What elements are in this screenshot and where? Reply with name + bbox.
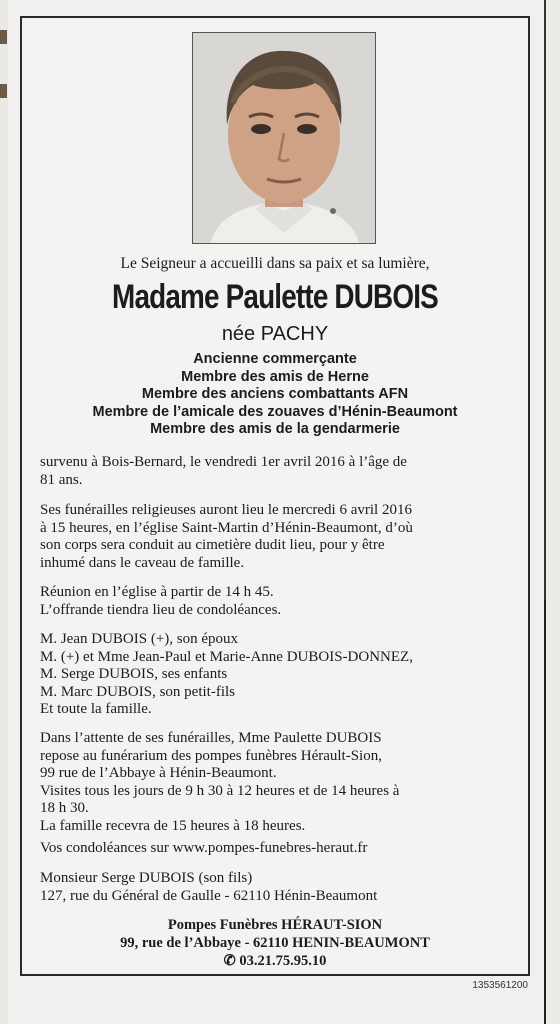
text-line: inhumé dans le caveau de famille.	[40, 554, 245, 571]
page-edge-left	[0, 0, 8, 1024]
affiliation-item: Membre des amis de la gendarmerie	[150, 421, 400, 437]
condolences-line	[40, 840, 518, 858]
text-line: Réunion en l’église à partir de 14 h 45.	[40, 584, 274, 600]
text-line: Vos condoléances sur www.pompes-funebres-heraut.fr	[40, 840, 368, 856]
funeral-paragraph	[40, 502, 518, 572]
text-line: L’offrande tiendra lieu de condoléances.	[40, 601, 282, 618]
text-line: M. (+) et Mme Jean-Paul et Marie-Anne DUBOIS-DONNEZ,	[40, 648, 413, 665]
text-line: 127, rue du Général de Gaulle - 62110 Hénin-Beaumont	[40, 887, 378, 904]
text-line: Dans l’attente de ses funérailles, Mme Paulette DUBOIS	[40, 730, 382, 746]
text-line: 81 ans.	[40, 471, 83, 488]
text-line: 18 h 30.	[40, 800, 89, 816]
text-line: M. Jean DUBOIS (+), son époux	[40, 631, 239, 647]
death-paragraph	[40, 454, 518, 489]
affiliations-list	[22, 351, 528, 439]
print-mark	[0, 84, 7, 98]
affiliation-item: Ancienne commerçante	[193, 351, 357, 367]
column-rule	[544, 0, 546, 600]
text-line: Monsieur Serge DUBOIS (son fils)	[40, 870, 253, 886]
text-line: à 15 heures, en l’église Saint-Martin d’Hénin-Beaumont, d’où	[40, 519, 413, 536]
contact-paragraph	[40, 870, 518, 905]
funeral-home-address: 99, rue de l’Abbaye - 62110 HENIN-BEAUMONT	[120, 935, 430, 951]
deceased-name: Madame Paulette DUBOIS	[112, 278, 438, 316]
affiliation-item: Membre des amis de Herne	[181, 368, 369, 385]
affiliation-item: Membre de l’amicale des zouaves d’Hénin-Beaumont	[92, 403, 458, 420]
page-edge-right	[544, 0, 560, 1024]
text-line: La famille recevra de 15 heures à 18 heures.	[40, 817, 306, 834]
text-line: son corps sera conduit au cimetière dudit lieu, pour y être	[40, 537, 385, 553]
text-line: M. Serge DUBOIS, ses enfants	[40, 666, 228, 682]
text-line: Visites tous les jours de 9 h 30 à 12 heures et de 14 heures à	[40, 782, 400, 799]
funeral-home-name: Pompes Funèbres HÉRAUT-SION	[167, 917, 383, 933]
intro-line: Le Seigneur a accueilli dans sa paix et sa lumière,	[120, 255, 430, 272]
family-paragraph	[40, 631, 518, 719]
viewing-paragraph	[40, 730, 518, 835]
reunion-paragraph	[40, 584, 518, 619]
reference-number: 1353561200	[472, 980, 528, 991]
funeral-home-phone: ✆ 03.21.75.95.10	[223, 953, 327, 969]
text-line: Et toute la famille.	[40, 701, 152, 717]
text-line: Ses funérailles religieuses auront lieu le mercredi 6 avril 2016	[40, 502, 412, 518]
text-line: 99 rue de l’Abbaye à Hénin-Beaumont.	[40, 765, 277, 781]
affiliation-item: Membre des anciens combattants AFN	[141, 386, 409, 402]
text-line: M. Marc DUBOIS, son petit-fils	[40, 683, 235, 700]
funeral-home-block	[22, 916, 528, 970]
portrait-photo-icon	[192, 32, 376, 244]
text-line: survenu à Bois-Bernard, le vendredi 1er avril 2016 à l’âge de	[40, 454, 407, 470]
portrait-illustration	[193, 33, 375, 243]
obituary-notice	[20, 16, 530, 976]
print-mark	[0, 30, 7, 44]
maiden-name: née PACHY	[221, 323, 329, 345]
text-line: repose au funérarium des pompes funèbres Hérault-Sion,	[40, 747, 382, 764]
